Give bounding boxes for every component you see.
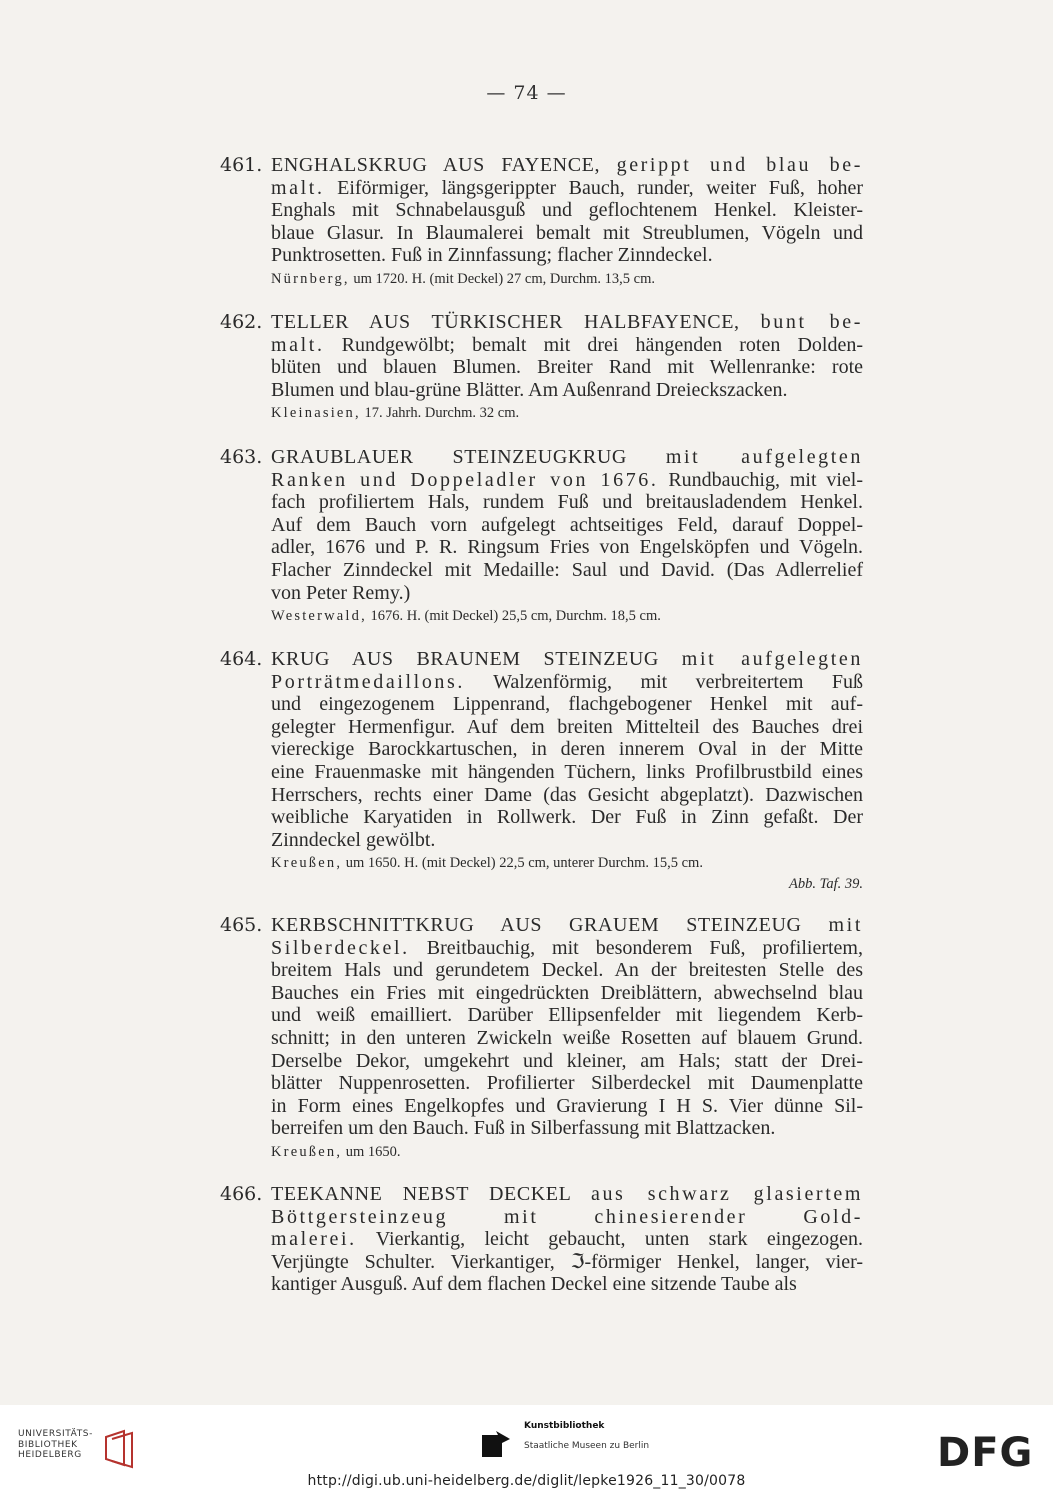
entry-text-line (271, 491, 863, 514)
entry-text: Auf dem Bauch vorn aufgelegt achtseitiges Feld, darauf Doppel- (271, 513, 863, 536)
ub-line: HEIDELBERG (18, 1450, 82, 1460)
entry-text: in Form eines Engelkopfes und Gravierung I H S. Vier dünne Sil- (271, 1094, 863, 1117)
entry-text: und eingezogenem Lippenrand, flachgebogener Henkel mit auf- (271, 693, 863, 716)
entry-number: 462. (220, 311, 263, 333)
entry-title: ENGHALSKRUG AUS FAYENCE, (271, 154, 617, 176)
entry-text-line (271, 693, 863, 716)
entry-subtitle: Ranken und Doppeladler von 1676. (271, 468, 659, 491)
kunstbibliothek-logo[interactable] (482, 1421, 682, 1461)
entry-text: fach profiliertem Hals, rundem Fuß und breitausladendem Henkel. (271, 491, 863, 514)
entry-text: Rundbauchig, mit viel- (658, 468, 863, 491)
entry-text-line (271, 154, 863, 177)
entry-subtitle: Silberdeckel. (271, 936, 410, 959)
entry-text-line (271, 1027, 863, 1050)
entry-text: Rundgewölbt; bemalt mit drei hängenden roten Dolden- (324, 333, 863, 356)
kunstbibliothek-mark-icon (482, 1431, 510, 1457)
entry-subtitle: mit aufgelegten (681, 648, 863, 670)
entry-text: gelegter Hermenfigur. Auf dem breiten Mittelteil des Bauches drei (271, 715, 863, 738)
entry-text-line (271, 582, 863, 605)
entry-text-line (271, 356, 863, 379)
entry-text-line (271, 222, 863, 245)
entry-text-line (271, 1004, 863, 1027)
kunstbibliothek-title: Kunstbibliothek (524, 1421, 605, 1431)
entry-provenance (271, 268, 863, 290)
entry-text-line (271, 671, 863, 694)
entry-number: 465. (220, 914, 263, 936)
entry-subtitle: aus schwarz glasiertem (590, 1183, 863, 1205)
entry-text: Blumen und blau-grüne Blätter. Am Außenrand Dreieckszacken. (271, 378, 788, 401)
entry-text-line (271, 716, 863, 739)
provenance-details: um 1720. H. (mit Deckel) 27 cm, Durchm. 13,5 cm. (349, 270, 655, 287)
provenance-place: Kreußen, (271, 855, 343, 872)
entry-text-line (271, 379, 863, 402)
entry-text-line (271, 738, 863, 761)
entry-subtitle: mit (828, 914, 863, 936)
entry-text-line (271, 761, 863, 784)
entry-title: GRAUBLAUER STEINZEUGKRUG (271, 446, 666, 468)
entry-text-line (271, 1183, 863, 1206)
entry-text: Derselbe Dekor, umgekehrt und kleiner, am Hals; statt der Drei- (271, 1049, 863, 1072)
entry-text: viereckige Barockkartuschen, in deren innerem Oval in der Mitte (271, 738, 863, 761)
entry-text-line (271, 334, 863, 357)
provenance-details: 17. Jahrh. Durchm. 32 cm. (360, 405, 520, 422)
entry-text-line (271, 446, 863, 469)
provenance-place: Nürnberg, (271, 270, 350, 287)
entry-text: adler, 1676 und P. R. Ringsum Fries von Engelsköpfen und Vögeln. (271, 536, 863, 559)
entry-text: berreifen um den Bauch. Fuß in Silberfassung mit Blattzacken. (271, 1117, 776, 1140)
entry-title: KRUG AUS BRAUNEM STEINZEUG (271, 648, 682, 670)
entry-text-line (271, 469, 863, 492)
entry-description (271, 648, 863, 894)
entry-text: breitem Hals und gerundetem Deckel. An der breitesten Stelle des (271, 959, 863, 982)
entry-text: eine Frauenmaske mit hängenden Tüchern, links Profilbrustbild eines (271, 760, 863, 783)
entry-text: Eiförmiger, längsgerippter Bauch, runder, weiter Fuß, hoher (324, 176, 863, 199)
dfg-logo[interactable]: DFG (937, 1430, 1034, 1476)
entry-subtitle: malt. (271, 333, 325, 356)
entry-title: TEEKANNE NEBST DECKEL (271, 1183, 591, 1205)
entry-text-line (271, 1117, 863, 1140)
entry-number: 463. (220, 446, 263, 468)
provenance-details: 1676. H. (mit Deckel) 25,5 cm, Durchm. 18,5 cm. (366, 608, 661, 625)
entry-description (271, 914, 863, 1163)
entry-text-line (271, 914, 863, 937)
entry-text: blätter Nuppenrosetten. Profilierter Silberdeckel mit Daumenplatte (271, 1072, 863, 1095)
entry-description (271, 311, 863, 424)
entry-text: Herrschers, rechts einer Dame (das Gesicht abgeplatzt). Dazwischen (271, 783, 863, 806)
entry-text: Bauches ein Fries mit eingedrückten Dreiblättern, abwechselnd blau (271, 981, 863, 1004)
university-library-name (18, 1429, 93, 1461)
entry-title: KERBSCHNITTKRUG AUS GRAUEM STEINZEUG (271, 914, 829, 936)
entry-text: Punktrosetten. Fuß in Zinnfassung; flacher Zinndeckel. (271, 244, 713, 267)
page-number: — 74 — (486, 82, 567, 104)
entry-text-line (271, 536, 863, 559)
entry-text: schnitt; in den unteren Zwickeln weiße Rosetten auf blauem Grund. (271, 1026, 863, 1049)
entry-number: 466. (220, 1183, 263, 1205)
entry-number: 464. (220, 648, 263, 670)
entry-provenance (271, 852, 863, 874)
university-library-mark-icon (102, 1429, 142, 1469)
entry-number: 461. (220, 154, 263, 176)
entry-subtitle: mit aufgelegten (665, 446, 864, 468)
provenance-place: Westerwald, (271, 608, 367, 625)
entry-text-line (271, 559, 863, 582)
entry-text-line (271, 1273, 863, 1296)
entry-text: blüten und blauen Blumen. Breiter Rand mit Wellenranke: rote (271, 356, 863, 379)
entry-subtitle: Böttgersteinzeug mit chinesierender Gold- (271, 1205, 863, 1228)
entry-text: kantiger Ausguß. Auf dem flachen Deckel eine sitzende Taube als (271, 1273, 797, 1296)
entry-subtitle: gerippt und blau be- (616, 154, 863, 176)
entry-text-line (271, 982, 863, 1005)
entry-text: Flacher Zinndeckel mit Medaille: Saul und David. (Das Adlerrelief (271, 558, 863, 581)
entry-subtitle: malerei. (271, 1228, 357, 1251)
entry-text-line (271, 784, 863, 807)
digitization-footer (0, 1405, 1053, 1490)
entry-text: und weiß emailliert. Darüber Ellipsenfelder mit liegendem Kerb- (271, 1004, 863, 1027)
entry-provenance (271, 402, 863, 424)
entry-text: Verjüngte Schulter. Vierkantiger, ℑ-förmiger Henkel, langer, vier- (271, 1250, 863, 1273)
entry-text-line (271, 199, 863, 222)
entry-text-line (271, 1050, 863, 1073)
entry-text: Zinndeckel gewölbt. (271, 828, 436, 851)
provenance-details: um 1650. (342, 1143, 401, 1160)
entry-text-line (271, 648, 863, 671)
entry-subtitle: Porträtmedaillons. (271, 670, 465, 693)
entry-text-line (271, 1095, 863, 1118)
entry-text-line (271, 1251, 863, 1274)
provenance-details: um 1650. H. (mit Deckel) 22,5 cm, unterer Durchm. 15,5 cm. (342, 855, 703, 872)
entry-text-line (271, 937, 863, 960)
entry-text-line (271, 1206, 863, 1229)
entry-text: Vierkantig, leicht gebaucht, unten stark eingezogen. (356, 1228, 863, 1251)
provenance-place: Kleinasien, (271, 405, 361, 422)
entry-text-line (271, 514, 863, 537)
ub-line: BIBLIOTHEK (18, 1439, 78, 1450)
entry-subtitle: bunt be- (760, 311, 863, 333)
entry-text-line (271, 959, 863, 982)
entry-provenance (271, 1141, 863, 1163)
entry-text-line (271, 311, 863, 334)
entry-title: TELLER AUS TÜRKISCHER HALBFAYENCE, (271, 311, 761, 333)
entry-text-line (271, 177, 863, 200)
ub-line: UNIVERSITÄTS- (18, 1429, 93, 1439)
plate-reference: Abb. Taf. 39. (789, 876, 863, 893)
entry-text-line (271, 806, 863, 829)
entry-description (271, 446, 863, 627)
provenance-place: Kreußen, (271, 1143, 343, 1160)
entry-provenance (271, 605, 863, 627)
entry-text-line (271, 1072, 863, 1095)
kunstbibliothek-subtitle: Staatliche Museen zu Berlin (524, 1441, 650, 1451)
entry-text: Enghals mit Schnabelausguß und geflochtenem Henkel. Kleister- (271, 199, 863, 222)
permalink-url[interactable]: http://digi.ub.uni-heidelberg.de/diglit/lepke1926_11_30/0078 (307, 1473, 746, 1489)
entry-text: von Peter Remy.) (271, 581, 411, 604)
entry-subtitle: malt. (271, 176, 325, 199)
entry-text-line (271, 244, 863, 267)
entry-text: Breitbauchig, mit besonderem Fuß, profiliertem, (409, 936, 863, 959)
entry-description (271, 154, 863, 290)
entry-text-line (271, 1228, 863, 1251)
entry-description (271, 1183, 863, 1296)
entry-text: Walzenförmig, mit verbreitertem Fuß (465, 670, 863, 693)
entry-text-line (271, 829, 863, 852)
university-library-logo[interactable] (18, 1429, 148, 1479)
entry-text: weibliche Karyatiden in Rollwerk. Der Fuß in Zinn gefaßt. Der (271, 806, 863, 829)
entry-text: blaue Glasur. In Blaumalerei bemalt mit Streublumen, Vögeln und (271, 221, 863, 244)
